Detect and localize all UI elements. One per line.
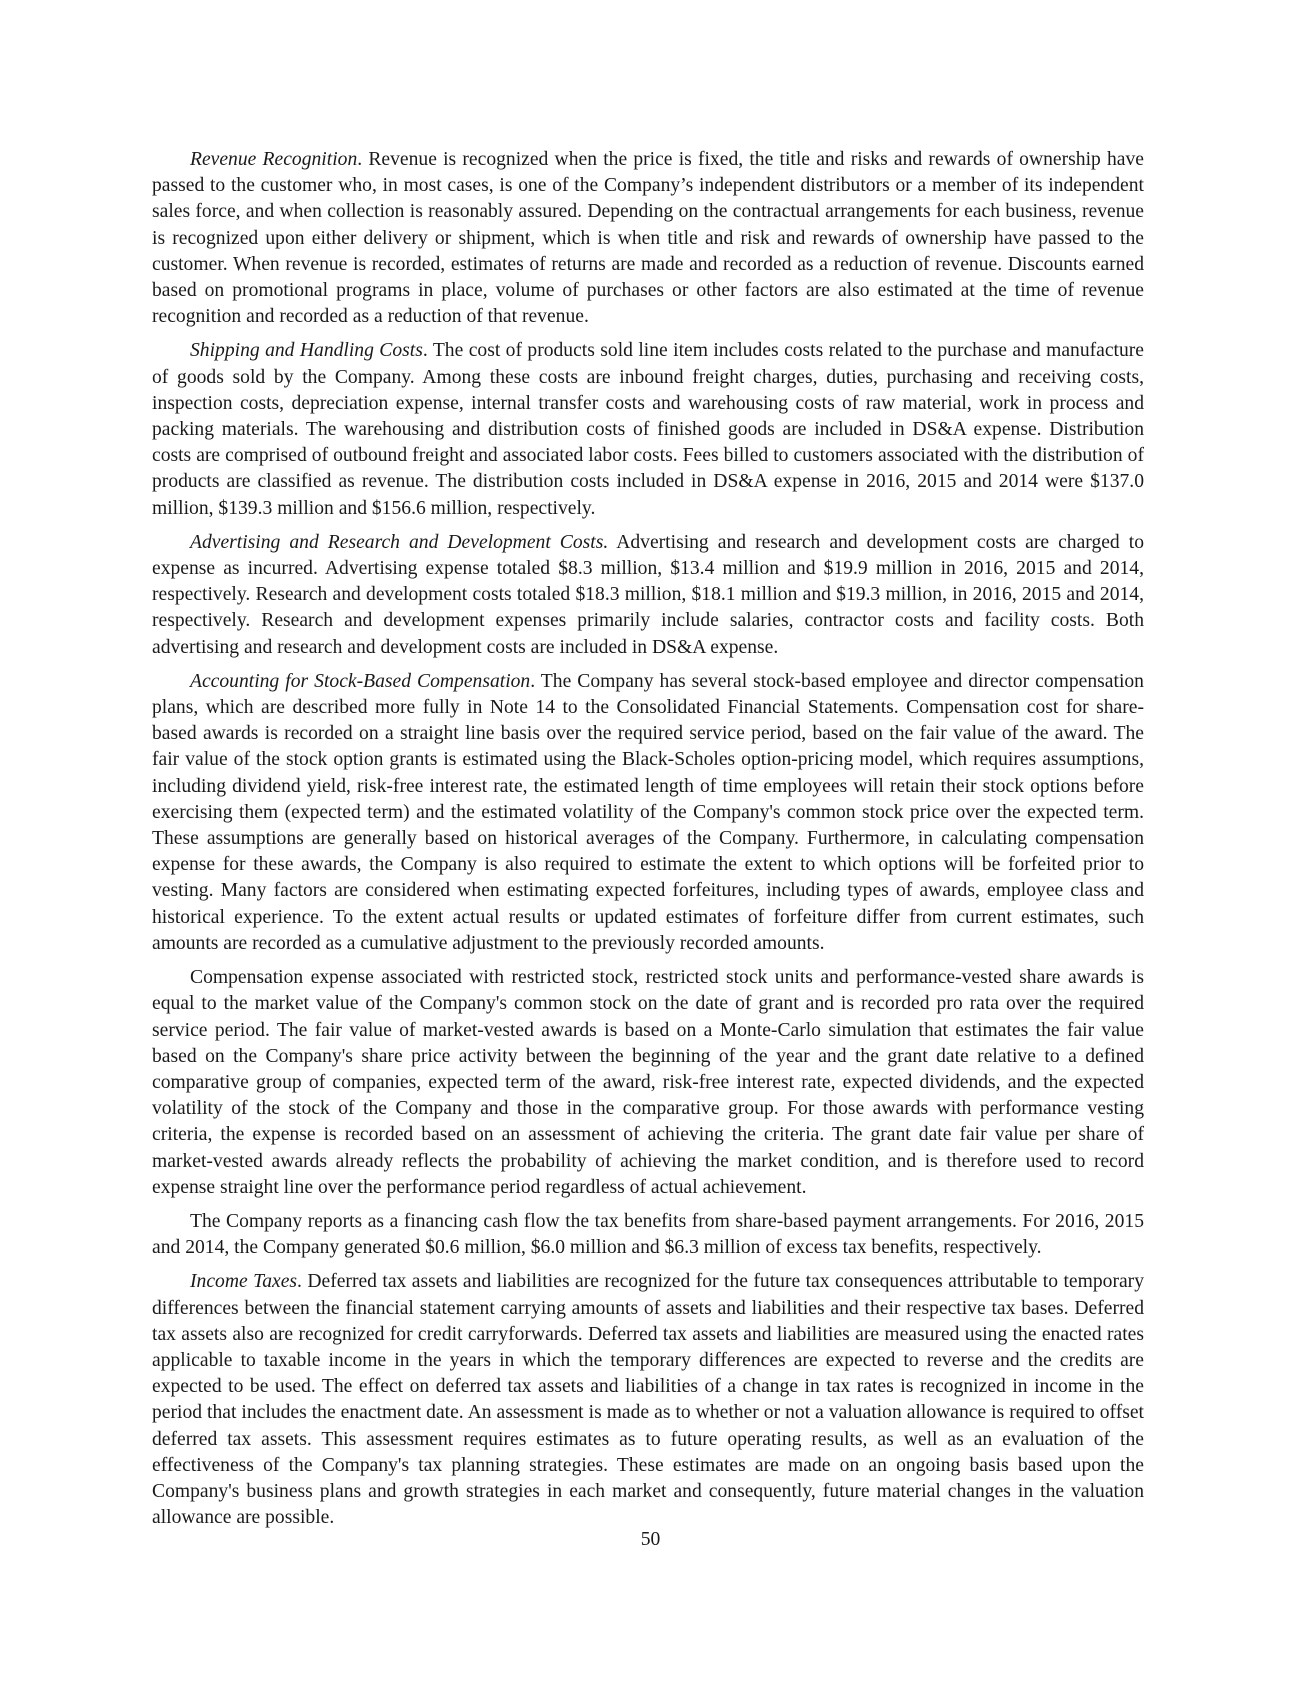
- paragraph-text: Compensation expense associated with restricted stock, restricted stock units and performance-vested share awards is equal to the market value of the Company's common stock on the date of grant and is recorded pro rata over the required service period. The fair value of market-vested awards is based on a Monte-Carlo simulation that estimates the fair value based on the Company's share price activity between the beginning of the year and the grant date relative to a defined comparative group of companies, expected term of the award, risk-free interest rate, expected dividends, and the expected volatility of the stock of the Company and those in the comparative group. For those awards with performance vesting criteria, the expense is recorded based on an assessment of achieving the criteria. The grant date fair value per share of market-vested awards already reflects the probability of achieving the market condition, and is therefore used to record expense straight line over the performance period regardless of actual achievement.: [152, 967, 1144, 1198]
- paragraph-heading: Income Taxes: [190, 1271, 298, 1293]
- paragraph-restricted-stock-compensation: [152, 965, 1144, 1201]
- paragraph-income-taxes: [152, 1269, 1144, 1531]
- page-number: 50: [640, 1529, 661, 1550]
- paragraph-heading: Revenue Recognition: [190, 149, 358, 170]
- paragraph-heading: Accounting for Stock-Based Compensation: [190, 670, 531, 692]
- paragraph-advertising-rd-costs: [152, 530, 1144, 661]
- paragraph-shipping-handling-costs: [152, 338, 1144, 521]
- paragraph-text: The Company reports as a financing cash flow the tax benefits from share-based payment arrangements. For 2016, 2015 and 2014, the Company generated $0.6 million, $6.0 million and $6.3 million of excess tax benefits, respectively.: [152, 1210, 1144, 1259]
- paragraph-heading: Advertising and Research and Development Costs.: [190, 531, 609, 553]
- paragraph-text: Advertising and research and development costs are charged to expense as incurred. Advertising expense totaled $8.3 million, $13.4 million and $19.9 million in 2016, 2015 and 2014, respectively. Research and development costs totaled $18.3 million, $18.1 million and $19.3 million, in 2016, 2015 and 2014, respectively. Research and development expenses primarily include salaries, contractor costs and facility costs. Both advertising and research and development costs are included in DS&A expense.: [152, 531, 1144, 658]
- paragraph-stock-based-compensation: [152, 669, 1144, 957]
- paragraph-text: . The Company has several stock-based employee and director compensation plans, which are described more fully in Note 14 to the Consolidated Financial Statements. Compensation cost for share-based awards is recorded on a straight line basis over the required service period, based on the fair value of the award. The fair value of the stock option grants is estimated using the Black-Scholes option-pricing model, which requires assumptions, including dividend yield, risk-free interest rate, the estimated length of time employees will retain their stock options before exercising them (expected term) and the estimated volatility of the Company's common stock price over the expected term. These assumptions are generally based on historical averages of the Company. Furthermore, in calculating compensation expense for these awards, the Company is also required to estimate the extent to which options will be forfeited prior to vesting. Many factors are considered when estimating expected forfeitures, including types of awards, employee class and historical experience. To the extent actual results or updated estimates of forfeiture differ from current estimates, such amounts are recorded as a cumulative adjustment to the previously recorded amounts.: [152, 670, 1144, 954]
- paragraph-text: . Deferred tax assets and liabilities are recognized for the future tax consequences attributable to temporary differences between the financial statement carrying amounts of assets and liabilities and their respective tax bases. Deferred tax assets also are recognized for credit carryforwards. Deferred tax assets and liabilities are measured using the enacted rates applicable to taxable income in the years in which the temporary differences are expected to reverse and the credits are expected to be used. The effect on deferred tax assets and liabilities of a change in tax rates is recognized in income in the period that includes the enactment date. An assessment is made as to whether or not a valuation allowance is required to offset deferred tax assets. This assessment requires estimates as to future operating results, as well as an evaluation of the effectiveness of the Company's tax planning strategies. These estimates are made on an ongoing basis based upon the Company's business plans and growth strategies in each market and consequently, future material changes in the valuation allowance are possible.: [152, 1271, 1144, 1529]
- paragraph-heading: Shipping and Handling Costs: [190, 340, 423, 362]
- paragraph-revenue-recognition: [152, 147, 1144, 330]
- document-body: [152, 147, 1144, 1539]
- paragraph-text: . Revenue is recognized when the price is fixed, the title and risks and rewards of ownership have passed to the customer who, in most cases, is one of the Company’s independent distributors or a member of its independent sales force, and when collection is reasonably assured. Depending on the contractual arrangements for each business, revenue is recognized upon either delivery or shipment, which is when title and risk and rewards of ownership have passed to the customer. When revenue is recorded, estimates of returns are made and recorded as a reduction of revenue. Discounts earned based on promotional programs in place, volume of purchases or other factors are also estimated at the time of revenue recognition and recorded as a reduction of that revenue.: [152, 149, 1145, 328]
- paragraph-financing-cash-flow: [152, 1209, 1144, 1261]
- paragraph-text: . The cost of products sold line item includes costs related to the purchase and manufacture of goods sold by the Company. Among these costs are inbound freight charges, duties, purchasing and receiving costs, inspection costs, depreciation expense, internal transfer costs and warehousing costs of raw material, work in process and packing materials. The warehousing and distribution costs of finished goods are included in DS&A expense. Distribution costs are comprised of outbound freight and associated labor costs. Fees billed to customers associated with the distribution of products are classified as revenue. The distribution costs included in DS&A expense in 2016, 2015 and 2014 were $137.0 million, $139.3 million and $156.6 million, respectively.: [152, 340, 1144, 519]
